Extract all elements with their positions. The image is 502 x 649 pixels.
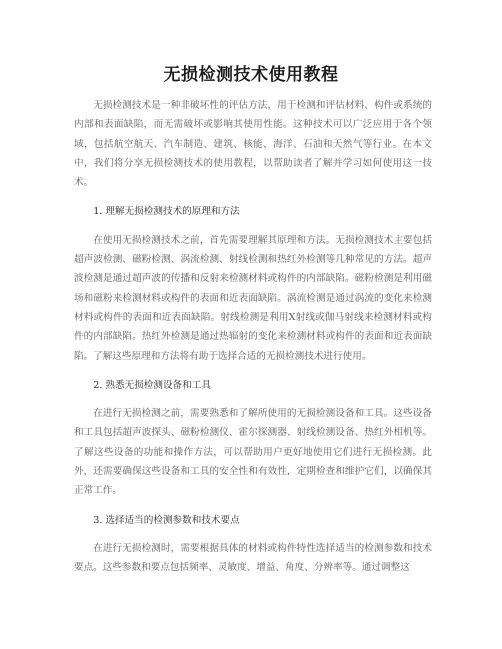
section-body-3: 在进行无损检测时，需要根据具体的材料或构件特性选择适当的检测参数和技术要点。这些参数和要点包括频率、灵敏度、增益、角度、分辨率等。通过调整这 bbox=[74, 542, 432, 574]
document-body bbox=[74, 96, 432, 578]
section-heading-3: 3. 选择适当的检测参数和技术要点 bbox=[93, 514, 240, 526]
section-body-2: 在进行无损检测之前，需要熟悉和了解所使用的无损检测设备和工具。这些设备和工具包括超声波探头、磁粉检测仪、霍尔探测器、射线检测设备、热红外相机等。了解这些设备的功能和操作方法，可以帮助用户更好地使用它们进行无损检测。此外，还需要确保这些设备和工具的安全性和有效性，定期检查和维护它们，以确保其正常工作。 bbox=[74, 408, 432, 497]
section-heading-1: 1. 理解无损检测技术的原理和方法 bbox=[93, 206, 240, 218]
section-body-1: 在使用无损检测技术之前，首先需要理解其原理和方法。无损检测技术主要包括超声波检测、磁粉检测、涡流检测、射线检测和热红外检测等几种常见的方法。超声波检测是通过超声波的传播和反射来检测材料或构件的内部缺陷。磁粉检测是利用磁场和磁粉来检测材料或构件的表面和近表面缺陷。涡流检测是通过涡流的变化来检测材料或构件的表面和近表面缺陷。射线检测是利用X射线或伽马射线来检测材料或构件的内部缺陷。热红外检测是通过热辐射的变化来检测材料或构件的表面和近表面缺陷。了解这些原理和方法将有助于选择合适的无损检测技术进行使用。 bbox=[74, 234, 432, 362]
intro-paragraph: 无损检测技术是一种非破坏性的评估方法，用于检测和评估材料、构件或系统的内部和表面缺陷，而无需破坏或影响其使用性能。这种技术可以广泛应用于各个领域，包括航空航天、汽车制造、建筑、核能、海洋、石油和天然气等行业。在本文中，我们将分享无损检测技术的使用教程，以帮助读者了解并学习如何使用这一技术。 bbox=[74, 100, 432, 189]
document-title: 无损检测技术使用教程 bbox=[163, 65, 339, 85]
section-heading-2: 2. 熟悉无损检测设备和工具 bbox=[93, 379, 211, 391]
